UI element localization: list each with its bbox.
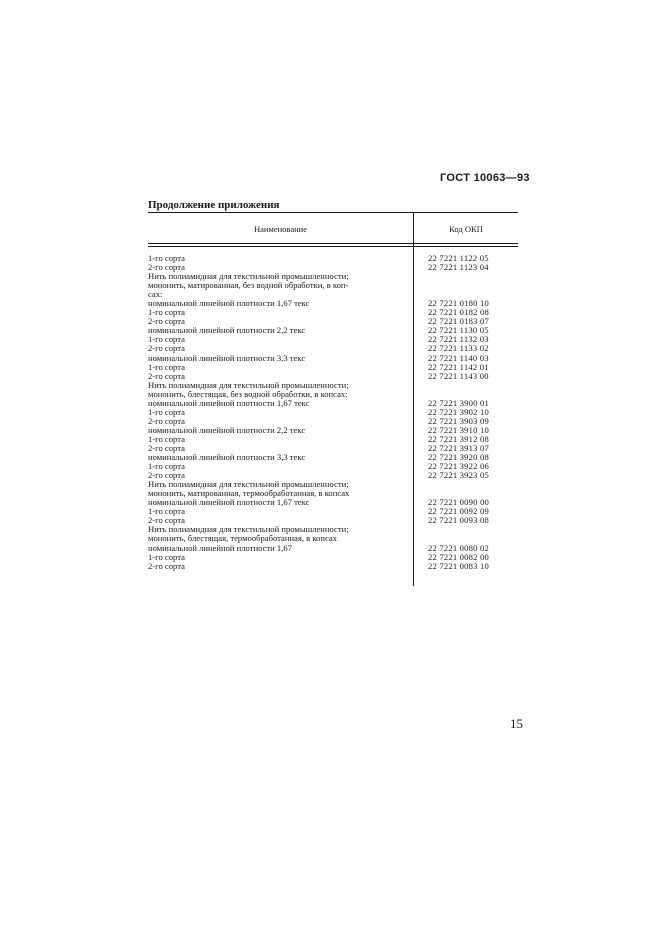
- table-row: [148, 516, 518, 525]
- row-name: 1-го сорта: [148, 308, 185, 318]
- row-name: номинальной линейной плотности 3,3 текс: [148, 353, 306, 363]
- row-name: 2-го сорта: [148, 471, 185, 481]
- row-name: 1-го сорта: [148, 507, 185, 517]
- row-name: номинальной линейной плотности 3,3 текс: [148, 453, 306, 463]
- table-row: [148, 281, 518, 290]
- row-name: 2-го сорта: [148, 263, 185, 273]
- row-name: 2-го сорта: [148, 443, 185, 453]
- row-okp-code: [413, 281, 428, 290]
- row-name: 2-го сорта: [148, 561, 185, 571]
- row-okp-code: 22 7221 0080 02: [428, 542, 490, 553]
- row-name: 1-го сорта: [148, 552, 185, 562]
- table-body: [148, 254, 518, 571]
- row-okp-code: 22 7221 3922 06: [428, 461, 490, 472]
- row-name: номинальной линейной плотности 2,2 текс: [148, 326, 306, 336]
- row-name: мононить, матированная, без водной обработки, в коп-: [148, 281, 349, 291]
- row-name: номинальной линейной плотности 1,67 текс: [148, 299, 310, 309]
- row-okp-code: 22 7221 0083 10: [428, 560, 490, 571]
- row-okp-code: 22 7221 0180 10: [428, 298, 490, 309]
- page-number: 15: [510, 716, 523, 731]
- section-title: Продолжение приложения: [148, 199, 280, 211]
- row-okp-code: 22 7221 1142 01: [428, 361, 489, 372]
- header-rule-lower: [148, 246, 518, 247]
- row-name: 2-го сорта: [148, 344, 185, 354]
- row-okp-code: 22 7221 1132 03: [428, 334, 489, 345]
- row-okp-code: 22 7221 0082 00: [428, 551, 490, 562]
- row-okp-code: 22 7221 3910 10: [428, 424, 490, 435]
- row-okp-code: 22 7221 1122 05: [428, 253, 489, 263]
- table-row: [148, 263, 518, 272]
- row-okp-code: 22 7221 0090 00: [428, 497, 490, 508]
- row-okp-code: 22 7221 0093 08: [428, 515, 490, 526]
- row-okp-code: 22 7221 3900 01: [428, 397, 490, 408]
- row-okp-code: [413, 390, 428, 399]
- table-row: [148, 381, 518, 390]
- row-name: мононить, блестящая, без водной обработки, в копсах:: [148, 389, 348, 399]
- table-row: [148, 525, 518, 534]
- row-okp-code: [413, 480, 428, 489]
- column-header-name: Наименование: [254, 224, 307, 234]
- row-okp-code: 22 7221 3920 08: [428, 452, 490, 463]
- row-okp-code: [413, 290, 428, 299]
- row-okp-code: [413, 525, 428, 534]
- row-okp-code: 22 7221 3923 05: [428, 470, 490, 481]
- row-okp-code: 22 7221 1143 00: [428, 370, 489, 381]
- row-name: сах:: [148, 290, 163, 300]
- row-okp-code: 22 7221 1140 03: [428, 352, 489, 363]
- table-row: [148, 480, 518, 489]
- row-name: 2-го сорта: [148, 371, 185, 381]
- row-name: номинальной линейной плотности 1,67 текс: [148, 398, 310, 408]
- row-name: 1-го сорта: [148, 254, 185, 263]
- row-name: 1-го сорта: [148, 434, 185, 444]
- table-top-rule: [148, 212, 518, 213]
- row-name: номинальной линейной плотности 2,2 текс: [148, 425, 306, 435]
- row-name: 1-го сорта: [148, 407, 185, 417]
- row-okp-code: 22 7221 3912 08: [428, 433, 490, 444]
- row-okp-code: [413, 534, 428, 543]
- row-name: мононить, блестящая, термообработанная, в копсах: [148, 534, 337, 544]
- row-name: Нить полиамидная для текстильной промышленности;: [148, 380, 349, 390]
- document-id: ГОСТ 10063—93: [440, 172, 530, 184]
- table-row: [148, 272, 518, 281]
- row-name: 2-го сорта: [148, 416, 185, 426]
- row-okp-code: 22 7221 0092 09: [428, 506, 490, 517]
- row-name: 2-го сорта: [148, 516, 185, 526]
- row-name: Нить полиамидная для текстильной промышленности;: [148, 480, 349, 490]
- table-row: [148, 471, 518, 480]
- row-okp-code: 22 7221 0182 08: [428, 307, 490, 318]
- row-name: 1-го сорта: [148, 362, 185, 372]
- header-rule-upper: [148, 243, 518, 244]
- row-okp-code: 22 7221 1130 05: [428, 325, 489, 336]
- column-header-code: Код ОКП: [449, 224, 483, 234]
- row-okp-code: [413, 489, 428, 498]
- row-name: номинальной линейной плотности 1,67: [148, 543, 292, 553]
- row-okp-code: [413, 272, 428, 281]
- row-okp-code: 22 7221 3902 10: [428, 406, 490, 417]
- table-row: [148, 562, 518, 571]
- row-name: 1-го сорта: [148, 335, 185, 345]
- row-name: номинальной линейной плотности 1,67 текс: [148, 498, 310, 508]
- row-okp-code: 22 7221 1123 04: [428, 262, 489, 273]
- row-name: 1-го сорта: [148, 462, 185, 472]
- row-okp-code: 22 7221 3913 07: [428, 442, 490, 453]
- row-okp-code: 22 7221 1133 02: [428, 343, 489, 354]
- row-name: мононить, матированная, термообработанная, в копсах: [148, 489, 350, 499]
- row-okp-code: 22 7221 0183 07: [428, 316, 490, 327]
- row-name: Нить полиамидная для текстильной промышленности;: [148, 272, 349, 282]
- row-name: Нить полиамидная для текстильной промышленности;: [148, 525, 349, 535]
- row-okp-code: 22 7221 3903 09: [428, 415, 490, 426]
- table-row: [148, 372, 518, 381]
- row-name: 2-го сорта: [148, 317, 185, 327]
- row-okp-code: [413, 381, 428, 390]
